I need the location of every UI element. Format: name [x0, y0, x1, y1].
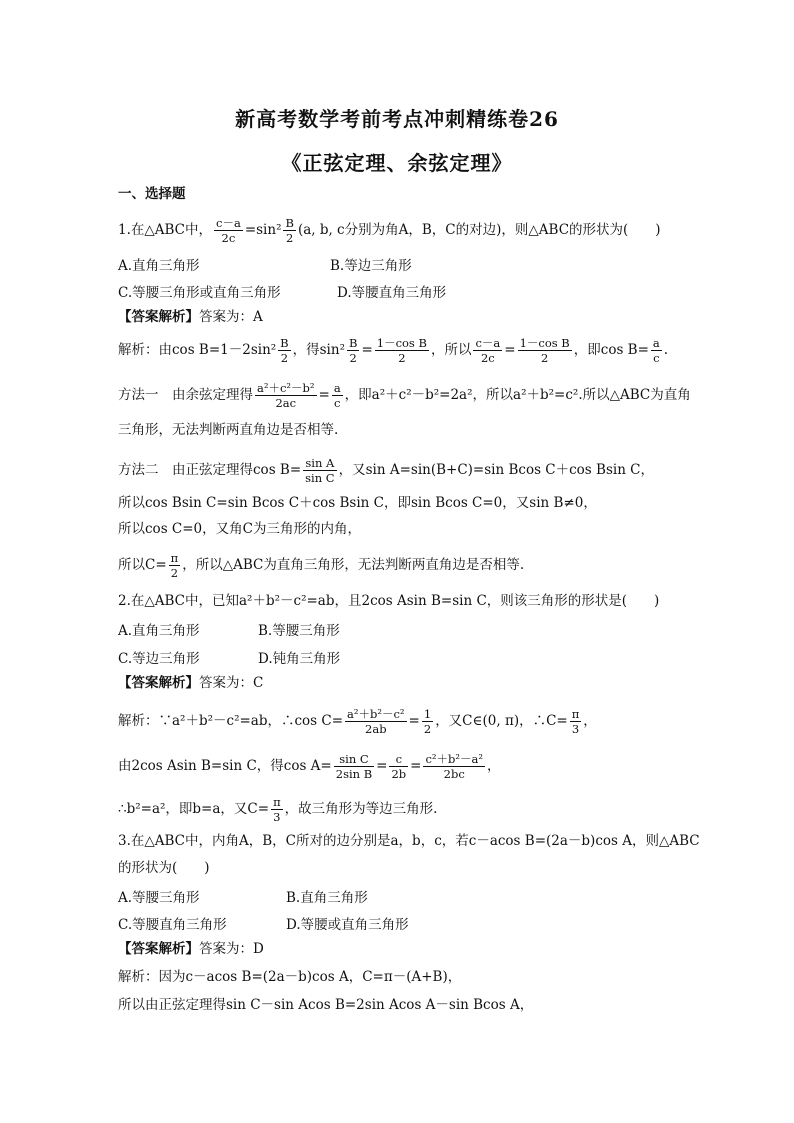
- fraction: $\frac{\text{c²＋b²－a²}}{2bc}$: [425, 752, 483, 781]
- solution-line: 解析：∵a²＋b²－c²=ab，∴cos C= $\frac{\text{a²＋b²－c²}}{2ab}$ = $\frac{1}{2}$ ，又C∈(0, π)，∴C= $\frac{\pi}{3}$ ，: [118, 707, 597, 736]
- option-a: A.等腰三角形: [118, 890, 200, 906]
- fraction: $\frac{\pi}{2}$: [170, 551, 179, 580]
- answer-tag: 【答案解析】: [118, 675, 199, 691]
- option-d: D.等腰直角三角形: [337, 285, 447, 301]
- question-2-stem: 2.在△ABC中，已知a²＋b²－c²=ab，且2cos Asin B=sin C，则该三角形的形状是( ): [118, 593, 660, 609]
- fraction: $\frac{\text{1－cos B}}{2}$: [376, 336, 427, 365]
- fraction: $\frac{1}{2}$: [423, 707, 432, 736]
- answer-text: 答案为：A: [199, 309, 263, 325]
- method-two-line: 方法二 由正弦定理得cos B= $\frac{\text{sin A}}{\text{sin C}}$ ，又sin A=sin(B+C)=sin Bcos C＋cos Bsin C，: [118, 456, 655, 485]
- method-two-line-2: 所以cos Bsin C=sin Bcos C＋cos Bsin C，即sin Bcos C=0，又sin B≠0，: [118, 495, 597, 511]
- fraction: $\frac{\text{sin C}}{\text{2sin B}}$: [335, 752, 373, 781]
- method-two-line-3: 所以cos C=0，又角C为三角形的内角，: [118, 521, 361, 537]
- answer-text: 答案为：C: [199, 675, 264, 691]
- option-b: B.等边三角形: [330, 258, 412, 274]
- option-d: D.等腰或直角三角形: [286, 917, 409, 933]
- fraction: $\frac{B}{2}$: [285, 216, 294, 245]
- method-one-line: 方法一 由余弦定理得 $\frac{\text{a²＋c²－b²}}{2ac}$ = $\frac{a}{c}$ ，即a²＋c²－b²=2a²，所以a²＋b²=c².所以△ABC为直角: [118, 381, 691, 410]
- question-3-stem-2: 的形状为( ): [118, 860, 210, 876]
- answer-tag: 【答案解析】: [118, 941, 199, 957]
- section-heading: 一、选择题: [118, 186, 186, 202]
- fraction: $\frac{\text{1－cos B}}{2}$: [519, 336, 570, 365]
- method-one-line-2: 三角形，无法判断两直角边是否相等.: [118, 422, 339, 438]
- answer-text: 答案为：D: [199, 941, 264, 957]
- answer-line: [118, 674, 263, 692]
- option-b: B.直角三角形: [286, 890, 368, 906]
- answer-line: [118, 940, 264, 958]
- fraction: $\frac{\pi}{3}$: [571, 707, 580, 736]
- solution-line-2: 所以由正弦定理得sin C－sin Acos B=2sin Acos A－sin Bcos A，: [118, 997, 534, 1013]
- option-a: A.直角三角形: [118, 623, 200, 639]
- solution-line: 解析：由cos B=1－2sin² $\frac{B}{2}$ ，得sin² $\frac{B}{2}$ = $\frac{\text{1－cos B}}{2}$ ，所以 $\frac{c-a}{2c}$ = $\frac{\text{1－cos B}}{2}$ ，即cos B= $\frac{a}{c}$ .: [118, 336, 669, 365]
- fraction: $\frac{\pi}{3}$: [273, 795, 281, 824]
- fraction: $\frac{B}{2}$: [280, 336, 289, 365]
- option-b: B.等腰三角形: [258, 623, 340, 639]
- answer-line: [118, 308, 263, 326]
- fraction: $\frac{c-a}{2c}$: [216, 216, 241, 245]
- question-1-stem: 1.在△ABC中， $\frac{c-a}{2c}$ =sin² $\frac{B}{2}$ (a, b, c分别为角A，B，C的对边)，则△ABC的形状为( ): [118, 216, 661, 245]
- fraction: $\frac{\text{a²＋b²－c²}}{2ab}$: [347, 707, 405, 736]
- fraction: $\frac{\text{sin A}}{\text{sin C}}$: [305, 456, 335, 485]
- fraction: $\frac{B}{2}$: [348, 336, 358, 365]
- option-d: D.钝角三角形: [258, 651, 341, 667]
- document-subtitle: 《正弦定理、余弦定理》: [281, 151, 513, 175]
- document-title: 新高考数学考前考点冲刺精练卷26: [235, 107, 559, 131]
- answer-tag: 【答案解析】: [118, 309, 199, 325]
- option-c: C.等腰直角三角形: [118, 917, 227, 933]
- question-3-stem: 3.在△ABC中，内角A，B，C所对的边分别是a，b，c，若c－acos B=(2a－b)cos A，则△ABC: [118, 833, 700, 849]
- fraction: $\frac{a}{c}$: [333, 381, 341, 410]
- solution-line: 解析：因为c－acos B=(2a－b)cos A，C=π－(A+B)，: [118, 969, 462, 985]
- solution-line-2: 由2cos Asin B=sin C，得cos A= $\frac{\text{sin C}}{\text{2sin B}}$ = $\frac{c}{2b}$ = $\frac{\text{c²＋b²－a²}}{2bc}$ ，: [118, 752, 501, 781]
- option-c: C.等边三角形: [118, 651, 200, 667]
- fraction: $\frac{c}{2b}$: [391, 752, 407, 781]
- fraction: $\frac{c-a}{2c}$: [475, 336, 501, 365]
- solution-line-3: ∴b²=a²，即b=a，又C= $\frac{\pi}{3}$ ，故三角形为等边三角形.: [118, 795, 438, 824]
- option-a: A.直角三角形: [118, 258, 200, 274]
- option-c: C.等腰三角形或直角三角形: [118, 285, 281, 301]
- fraction: $\frac{a}{c}$: [652, 336, 660, 365]
- method-two-line-4: 所以C= $\frac{\pi}{2}$ ，所以△ABC为直角三角形，无法判断两直角边是否相等.: [118, 551, 525, 580]
- fraction: $\frac{\text{a²＋c²－b²}}{2ac}$: [257, 381, 315, 410]
